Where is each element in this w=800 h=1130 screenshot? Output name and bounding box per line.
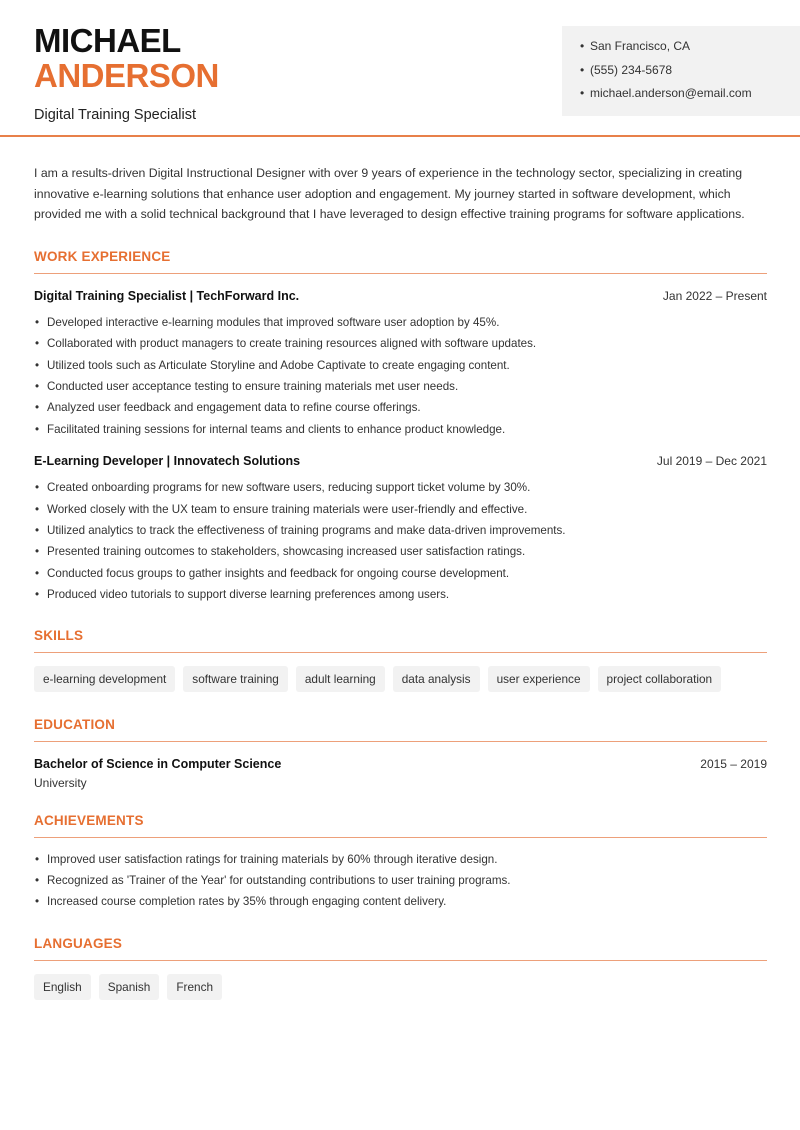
- skill-tag: software training: [183, 666, 288, 692]
- list-item: • Utilized analytics to track the effectiveness of training programs and make data-driven improvements.: [34, 520, 767, 541]
- resume-body: [34, 163, 767, 1000]
- education-entry: [34, 757, 767, 790]
- job-entry: [34, 289, 767, 440]
- job-entry: [34, 454, 767, 605]
- skill-tag: e-learning development: [34, 666, 175, 692]
- language-tag: French: [167, 974, 222, 1000]
- school: University: [34, 775, 87, 790]
- job-dates: Jul 2019 – Dec 2021: [656, 454, 767, 469]
- language-tags: [34, 974, 767, 1000]
- list-item: • Facilitated training sessions for internal teams and clients to enhance product knowledge.: [34, 419, 767, 440]
- list-item: • Recognized as 'Trainer of the Year' for outstanding contributions to user training programs.: [34, 870, 767, 891]
- achievements-list: [34, 849, 767, 913]
- list-item: • Created onboarding programs for new software users, reducing support ticket volume by 30%.: [34, 477, 767, 498]
- skills-section: [34, 628, 767, 692]
- phone-text: (555) 234-5678: [590, 62, 673, 77]
- job-title: Digital Training Specialist: [34, 107, 196, 123]
- list-item: • Utilized tools such as Articulate Storyline and Adobe Captivate to create engaging content.: [34, 355, 767, 376]
- education-section: [34, 717, 767, 790]
- languages-section: [34, 936, 767, 1000]
- contact-phone: [580, 62, 800, 86]
- list-item: • Improved user satisfaction ratings for training materials by 60% through iterative design.: [34, 849, 767, 870]
- skill-tag: data analysis: [393, 666, 480, 692]
- bullet-icon: •: [580, 39, 585, 53]
- bullet-icon: •: [580, 62, 585, 77]
- list-item: • Increased course completion rates by 35% through engaging content delivery.: [34, 891, 767, 912]
- skill-tag: adult learning: [296, 666, 385, 692]
- list-item: • Collaborated with product managers to create training resources aligned with software updates.: [34, 333, 767, 354]
- list-item: • Presented training outcomes to stakeholders, showcasing increased user satisfaction ratings.: [34, 541, 767, 562]
- resume-header: [0, 0, 800, 137]
- bullet-icon: •: [580, 86, 585, 100]
- section-title-languages: LANGUAGES: [34, 936, 767, 961]
- first-name: MICHAEL: [34, 22, 181, 59]
- section-title-skills: SKILLS: [34, 628, 767, 653]
- contact-location: [580, 38, 800, 62]
- job-bullets: [34, 477, 767, 605]
- job-role: Digital Training Specialist | TechForward Inc.: [34, 288, 300, 303]
- achievements-section: [34, 813, 767, 913]
- language-tag: English: [34, 974, 91, 1000]
- language-tag: Spanish: [99, 974, 160, 1000]
- list-item: • Produced video tutorials to support diverse learning preferences among users.: [34, 584, 767, 605]
- list-item: • Conducted user acceptance testing to ensure training materials met user needs.: [34, 376, 767, 397]
- degree: Bachelor of Science in Computer Science: [34, 756, 282, 771]
- skill-tag: project collaboration: [598, 666, 722, 692]
- summary: I am a results-driven Digital Instructional Designer with over 9 years of experience in the technology sector, specializing in creating innovative e-learning solutions that enhance user adoption and engagement. My journey started in software development, which provided me with a solid technical background that I have leveraged to design effective training programs for software applications.: [34, 166, 745, 222]
- list-item: • Developed interactive e-learning modules that improved software user adoption by 45%.: [34, 312, 767, 333]
- contact-box: [562, 26, 800, 116]
- list-item: • Analyzed user feedback and engagement data to refine course offerings.: [34, 397, 767, 418]
- work-section: [34, 249, 767, 606]
- skill-tag: user experience: [488, 666, 590, 692]
- list-item: • Conducted focus groups to gather insights and feedback for ongoing course development.: [34, 563, 767, 584]
- list-item: • Worked closely with the UX team to ensure training materials were user-friendly and effective.: [34, 499, 767, 520]
- location-text: San Francisco, CA: [590, 39, 691, 53]
- email-text[interactable]: michael.anderson@email.com: [590, 86, 752, 100]
- section-title-education: EDUCATION: [34, 717, 767, 742]
- name-block: [34, 24, 219, 123]
- education-dates: 2015 – 2019: [700, 756, 767, 771]
- contact-email: [580, 85, 800, 109]
- section-title-work: WORK EXPERIENCE: [34, 249, 767, 274]
- job-dates: Jan 2022 – Present: [662, 288, 767, 303]
- last-name: ANDERSON: [34, 57, 219, 94]
- job-bullets: [34, 312, 767, 440]
- section-title-achievements: ACHIEVEMENTS: [34, 813, 767, 838]
- job-role: E-Learning Developer | Innovatech Solutions: [34, 454, 301, 469]
- skills-tags: [34, 666, 767, 692]
